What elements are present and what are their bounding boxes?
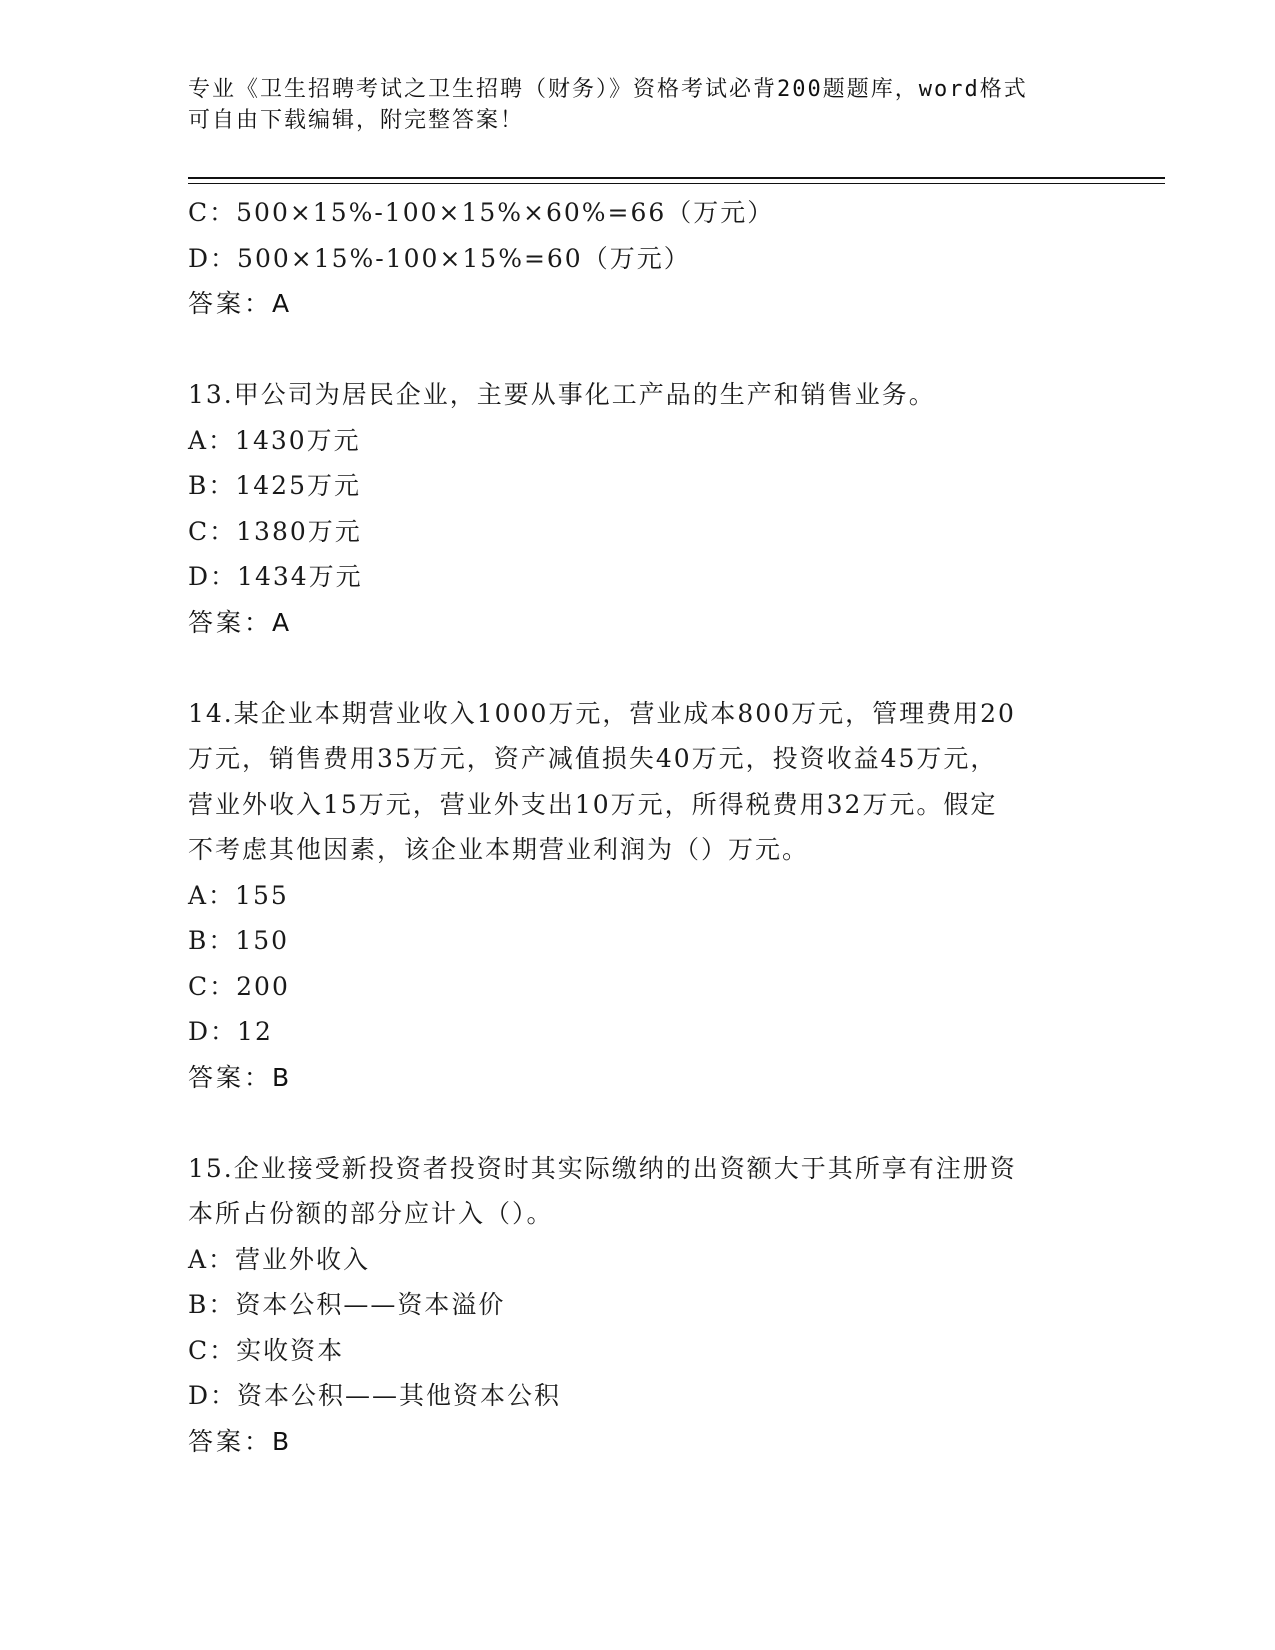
option-b: B：150 — [188, 926, 290, 955]
question-13 — [188, 372, 1088, 645]
option-d: D：12 — [188, 1017, 273, 1046]
question-stem-line-1: 14.某企业本期营业收入1000万元，营业成本800万元，管理费用20 — [188, 698, 1016, 728]
option-c: C：1380万元 — [188, 516, 362, 546]
option-a: A：1430万元 — [188, 425, 361, 455]
answer: 答案：B — [188, 1062, 293, 1092]
page-header — [188, 74, 1088, 136]
option-b: B：资本公积——资本溢价 — [188, 1290, 506, 1319]
option-d: D：资本公积——其他资本公积 — [188, 1381, 562, 1410]
option-a: A：营业外收入 — [188, 1244, 371, 1274]
answer: 答案：A — [188, 607, 293, 637]
option-c: C：200 — [188, 971, 290, 1001]
question-stem-line-3: 营业外收入15万元，营业外支出10万元，所得税费用32万元。假定 — [188, 789, 998, 819]
header-rule-thick — [188, 177, 1165, 179]
question-stem-line-2: 万元，销售费用35万元，资产减值损失40万元，投资收益45万元， — [188, 744, 998, 773]
header-line-2: 可自由下载编辑，附完整答案！ — [188, 108, 525, 133]
answer: 答案：B — [188, 1426, 293, 1456]
option-a: A：155 — [188, 880, 289, 910]
option-d: D：500×15%-100×15%=60（万元） — [188, 243, 691, 273]
question-15 — [188, 1146, 1088, 1465]
option-b: B：1425万元 — [188, 471, 361, 500]
question-stem-line-2: 本所占份额的部分应计入（）。 — [188, 1199, 554, 1228]
option-d: D：1434万元 — [188, 562, 363, 591]
header-rule-thin — [188, 183, 1165, 184]
answer: 答案：A — [188, 289, 293, 318]
option-c: C：实收资本 — [188, 1335, 345, 1365]
question-list — [188, 190, 1088, 1464]
question-stem: 13.甲公司为居民企业，主要从事化工产品的生产和销售业务。 — [188, 380, 936, 409]
question-stem-line-4: 不考虑其他因素，该企业本期营业利润为（）万元。 — [188, 835, 810, 864]
header-line-1: 专业《卫生招聘考试之卫生招聘（财务）》资格考试必背200题题库，word格式 — [188, 77, 1028, 102]
question-14 — [188, 691, 1088, 1101]
question-12-tail — [188, 190, 1088, 327]
option-c: C：500×15%-100×15%×60%=66（万元） — [188, 198, 775, 227]
question-stem-line-1: 15.企业接受新投资者投资时其实际缴纳的出资额大于其所享有注册资 — [188, 1153, 1017, 1183]
